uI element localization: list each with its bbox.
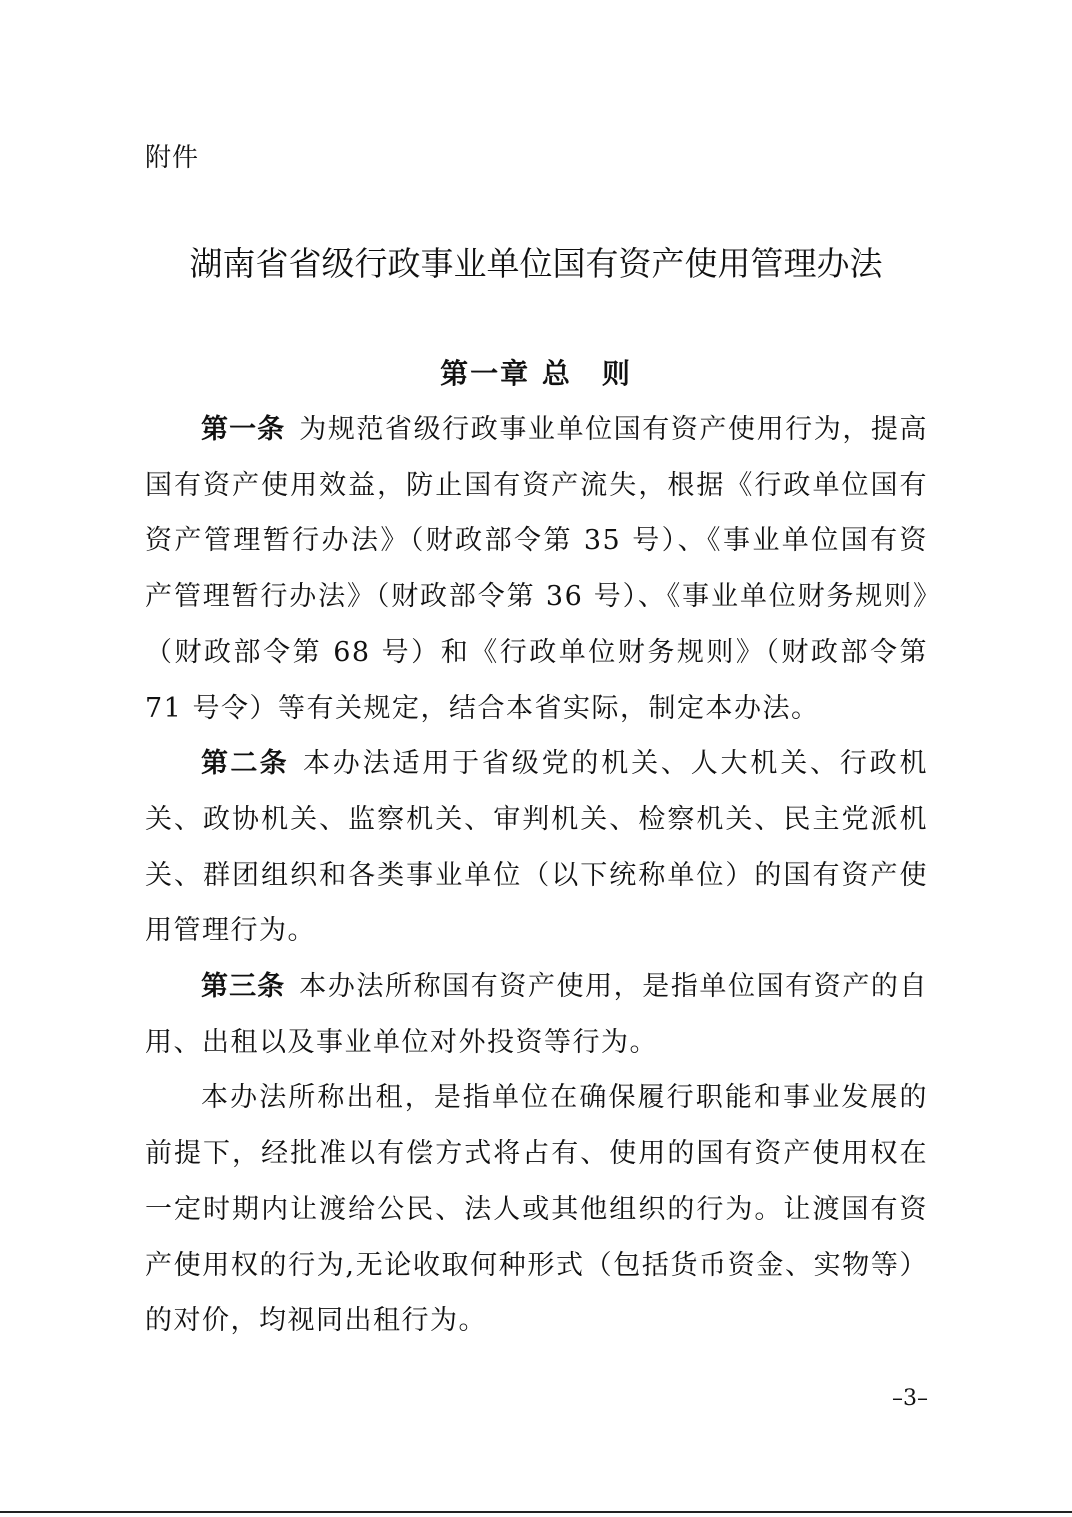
article-1-text: 为规范省级行政事业单位国有资产使用行为，提高国有资产使用效益，防止国有资产流失，根据《行政单位国有资产管理暂行办法》（财政部令第 35 号）、《事业单位国有资产管理暂行办法》（财政部令第 36 号）、《事业单位财务规则》（财政部令第 68 号）和《行政单位财务规则》（财政部令第 71 号令）等有关规定，结合本省实际，制定本办法。 (145, 414, 928, 724)
article-2-heading: 第二条 (201, 748, 289, 780)
article-2-text: 本办法适用于省级党的机关、人大机关、行政机关、政协机关、监察机关、审判机关、检察机关、民主党派机关、群团组织和各类事业单位（以下统称单位）的国有资产使用管理行为。 (145, 748, 929, 947)
article-2 (145, 736, 928, 959)
document-body (145, 402, 928, 1349)
article-1-heading: 第一条 (201, 414, 286, 445)
rental-definition-paragraph: 本办法所称出租，是指单位在确保履行职能和事业发展的前提下，经批准以有偿方式将占有、使用的国有资产使用权在一定时期内让渡给公民、法人或其他组织的行为。让渡国有资产使用权的行为,无论收取何种形式（包括货币资金、实物等）的对价，均视同出租行为。 (145, 1082, 928, 1337)
article-3 (145, 959, 928, 1070)
document-title: 湖南省省级行政事业单位国有资产使用管理办法 (189, 244, 883, 283)
bottom-divider (0, 1511, 1072, 1513)
page-number: –3– (892, 1386, 928, 1411)
article-3-text: 本办法所称国有资产使用，是指单位国有资产的自用、出租以及事业单位对外投资等行为。 (145, 971, 928, 1058)
attachment-label: 附件 (145, 143, 200, 173)
chapter-heading: 第一章 总 则 (440, 357, 632, 390)
article-1 (145, 402, 928, 736)
article-3-heading: 第三条 (201, 971, 286, 1003)
